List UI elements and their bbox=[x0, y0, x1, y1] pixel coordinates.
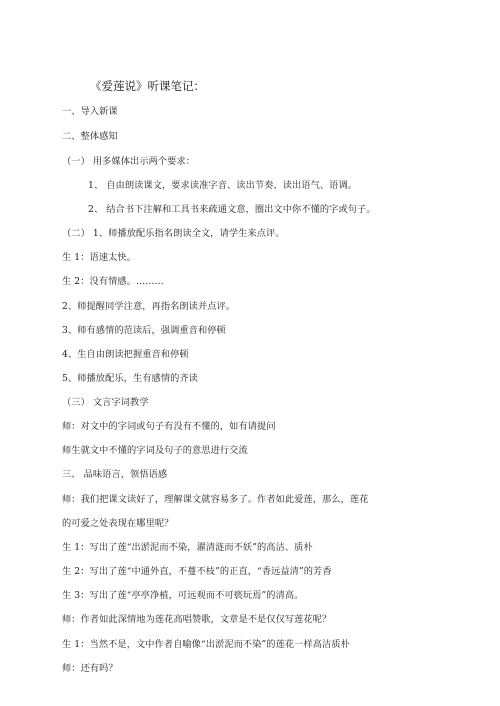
note-line: 师：对文中的字词或句子有没有不懂的，如有请提问 bbox=[62, 421, 276, 432]
note-line: 师生就文中不懂的字词及句子的意思进行交流 bbox=[62, 445, 248, 456]
section-heading: 三、 品味语言，领悟语感 bbox=[62, 469, 168, 480]
note-line: 师：我们把课文读好了，理解课文就容易多了。作者如此爱莲，那么，莲花 bbox=[62, 494, 369, 505]
subsection-heading: （一） 用多媒体出示两个要求： bbox=[62, 156, 196, 167]
section-heading: 二、整体感知 bbox=[62, 131, 118, 142]
note-line: 4、生自由朗读把握重音和停顿 bbox=[62, 349, 189, 360]
note-line: 生 3：写出了莲“亭亭净植，可远观而不可亵玩焉”的清高。 bbox=[62, 590, 304, 601]
note-line: 生 2：没有情感。……… bbox=[62, 276, 164, 287]
subsection-heading: （三） 文言字词教学 bbox=[62, 397, 149, 408]
note-line: 师：还有吗？ bbox=[62, 663, 118, 674]
note-line: 生 2：写出了莲“中通外直，不蔓不枝”的正直，“香远益清”的芳香 bbox=[62, 566, 332, 577]
note-line: 生 1：语速太快。 bbox=[62, 252, 136, 263]
section-heading: 一、导入新课 bbox=[62, 106, 118, 117]
subsection-heading: （二） 1、师播放配乐指名朗读全文，请学生来点评。 bbox=[62, 228, 285, 239]
requirement-item: 2、 结合书下注解和工具书来疏通文意，圈出文中你不懂的字或句子。 bbox=[88, 204, 376, 215]
note-line: 生 1：写出了莲“出淤泥而不染，濯清涟而不妖”的高洁、质朴 bbox=[62, 542, 313, 553]
note-line: 2、师提醒同学注意，再指名朗读并点评。 bbox=[62, 301, 236, 312]
note-line: 生 1：当然不是，文中作者自喻像“出淤泥而不染”的莲花一样高洁质朴 bbox=[62, 639, 350, 650]
document-title: 《爱莲说》听课笔记： bbox=[90, 79, 205, 93]
note-line: 的可爱之处表现在哪里呢？ bbox=[62, 518, 174, 529]
note-line: 5、师播放配乐，生有感情的齐读 bbox=[62, 373, 198, 384]
requirement-item: 1、 自由朗读课文，要求读准字音、读出节奏、读出语气、语调。 bbox=[88, 180, 358, 191]
note-line: 3、师有感情的范读后，强调重音和停顿 bbox=[62, 325, 226, 336]
note-line: 师：作者如此深情地为莲花高唱赞歌，文章是不是仅仅写莲花呢？ bbox=[62, 614, 332, 625]
